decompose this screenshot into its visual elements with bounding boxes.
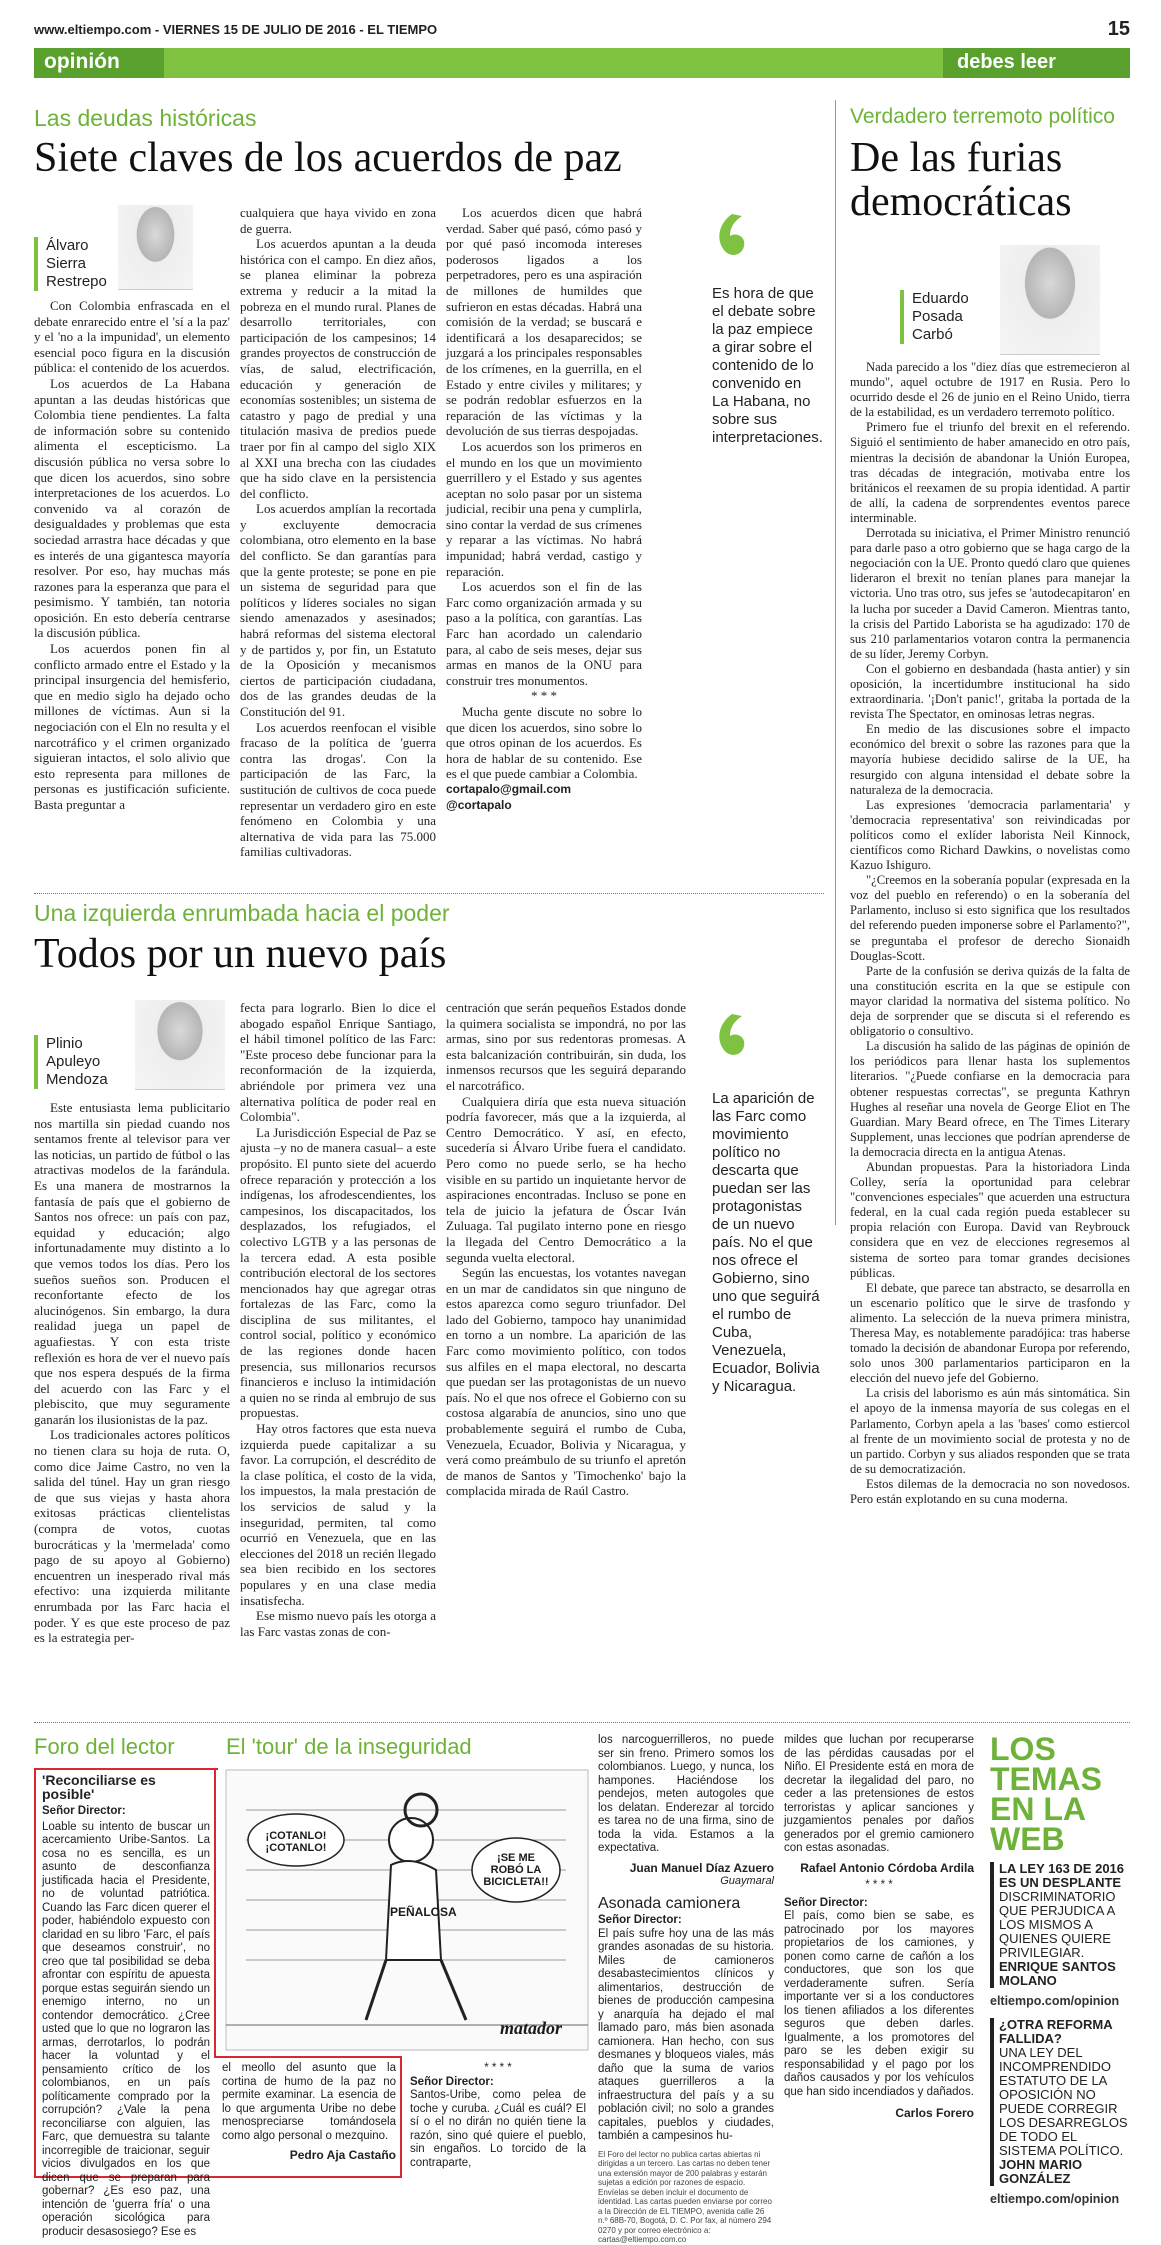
letters-mid [598, 1734, 774, 2244]
paragraph: fecta para lograrlo. Bien lo dice el abogado español Enrique Santiago, el hábil timonel político de las Farc: "Este proceso debe funcionar para la reconformación de la izquierda, abriéndole por primera vez una alternativa política de poder real en Colombia". [240, 1000, 436, 1125]
a2-author-line: Apuleyo [46, 1053, 101, 1070]
foro-letter-end [222, 2062, 396, 2172]
paragraph: La crisis del laborismo es aún más sintomática. Sin el apoyo de la inmensa mayoría de sus colegas en el Parlamento, Corbyn apela a las 'bases' como estiercol al frente de un movimiento social de protesta y no de un partido. Corbyn y sus aliados responden que se trata de su democratización. [850, 1386, 1130, 1476]
paragraph: Los acuerdos dicen que habrá verdad. Saber qué pasó, cómo pasó y por qué pasó incomoda intereses poderosos ligados a los perpetradores, pero es una aspiración de millones de humildes que sufrieron en estas décadas. Habrá una comisión de la verdad; se buscará e identificará a los desaparecidos; se juzgará a los principales responsables de los crímenes, en la guerrilla, en el Estado y entre civiles y militares; y se podrán redoblar esfuerzos en la reparación de las víctimas y la devolución de sus tierras despojadas. [446, 205, 642, 439]
paragraph: Los acuerdos de La Habana apuntan a las deudas históricas que Colombia tiene pendientes. La falta de información sobre su contenido alimenta el escepticismo. La discusión pública no versa sobre lo que dicen los acuerdos, sino sobre interpretaciones de los acuerdos. Lo convenido va al corazón de desigualdades y problemas que esta sociedad arrastra hace décadas y que es interés de una gigantesca mayoría resolver. Por eso, hay muchas más razones para la esperanza que para el pesimismo. Y también, tan notoria oposición. En esto debería centrarse la discusión pública. [34, 375, 230, 641]
letter-title: Asonada camionera [598, 1894, 741, 1912]
a1-pullquote: Es hora de que el debate sobre la paz empiece a girar sobre el contenido de lo convenido en La Habana, no sobre sus interpretaciones. [712, 285, 823, 446]
a1-handle: @cortapalo [446, 797, 512, 812]
temas-heading-line: LOS [990, 1731, 1056, 1767]
paragraph: El debate, que parece tan abstracto, se desarrolla en un escenario político que le sirve de trasfondo y alimento. La selección de la nueva primera ministra, Theresa May, es notablemente paradójica: tras haberse tomado la decisión de abandonar Europa por referendo, solo unos 300 parlamentarios participaron en la elección del nuevo jefe del Gobierno. [850, 1280, 1130, 1386]
tour-letter [410, 2062, 586, 2177]
a2-author [34, 1035, 124, 1089]
paragraph: Los acuerdos reenfocan el visible fracaso de la política de 'guerra contra las drogas'. Con la participación de las Farc, la sustitución de cultivos de coca puede representar un verdadero giro en este fenómeno en Colombia y una alternativa de vida para las 75.000 familias cultivadoras. [240, 719, 436, 860]
a1-title: Siete claves de los acuerdos de paz [34, 135, 622, 181]
column-divider [835, 100, 836, 1225]
paragraph: La Jurisdicción Especial de Paz se ajusta –y no de manera casual– a este propósito. El punto siete del acuerdo ofrece reparación y protección a los indígenas, los afrodescendientes, los campesinos, los discapacitados, los desplazados, los refugiados, el colectivo LGTB y a las personas de la tercera edad. A esta posible contribución electoral de los sectores mencionados hay que agregar otras fortalezas de las Farc, como la disciplina de sus militantes, el control social, político y económico de las regiones donde hacen presencia, sus millonarios recursos financieros e incluso la intimidación a quien no se rinda al embrujo de sus propuestas. [240, 1124, 436, 1421]
section-label: opinión [34, 48, 164, 78]
letter-signature: Juan Manuel Díaz Azuero [629, 1860, 774, 1875]
cartoon-bubble-left: ¡COTANLO! ¡COTANLO! [265, 1830, 327, 1854]
letters-footnote: El Foro del lector no publica cartas abiertas ni dirigidas a un tercero. Las cartas no deben tener una extensión mayor de 200 palabras y estarán sujetas a edición por razones de espacio. Envíelas se deben incluir el documento de identidad. Las cartas pueden enviarse por correo a la Dirección de EL TIEMPO, avenida calle 26 n.º 68B-70, Bogotá, D. C. Por fax, al número 294 0270 y por correo electrónico a: cartas@eltiempo.com.co [598, 2149, 772, 2244]
a2-pullquote: La aparición de las Farc como movimiento político no descarta que puedan ser las protagonistas de un nuevo país. No el que nos ofrece el Gobierno, sino uno que seguirá el rumbo de Cuba, Venezuela, Ecuador, Bolivia y Nicaragua. [712, 1090, 820, 1395]
a2-kicker: Una izquierda enrumbada hacia el poder [34, 900, 450, 926]
letter-salutation: Señor Director: [784, 1896, 868, 1909]
paragraph: Las expresiones 'democracia parlamentaria' y 'democracia representativa' son reivindicadas por políticos como el exlíder laborista Neil Kinnock, científicos como Richard Dawkins, o novelistas como Kazuo Ishiguro. [850, 797, 1130, 873]
temas-heading-line: WEB [990, 1821, 1065, 1857]
tour-title: El 'tour' de la inseguridad [226, 1734, 472, 1759]
a1-author-line: Álvaro [46, 237, 89, 254]
paragraph: "¿Creemos en la soberanía popular (expresada en la voz del pueblo en referendo) o en la soberanía del Parlamento, incluso si esto significa que los resultados del referendo pueden imponerse sobre el Parlamento?", se preguntaba el profesor de derecho Sionaidh Douglas-Scott. [850, 873, 1130, 963]
a3-author [900, 290, 990, 344]
a3-author-line: Carbó [912, 326, 953, 343]
a1-col3 [446, 205, 642, 895]
foro-letter-end-text: el meollo del asunto que la cortina de humo de la paz no permite examinar. La esencia de lo que argumenta Uribe no debe menospreciarse tomándosela como algo personal o mezquino. [222, 2062, 396, 2142]
paragraph: cualquiera que haya vivido en zona de guerra. [240, 205, 436, 236]
letter-place: Guaymaral [720, 1875, 774, 1887]
paragraph: Derrotada su iniciativa, el Primer Ministro renunció para darle paso a otro gobierno que se haga cargo de la negociación con la UE. Pronto quedó claro que quienes lideraron el brexit no tenían planes para manejar la victoria. Uno tras otro, sus jefes se 'autodecapitaron' en la lucha por suceder a David Cameron. Mientras tanto, la crisis del Partido Laborista se ha agudizado: 170 de sus 210 parlamentarios votaron contra la permanencia de su líder, Jeremy Corbyn. [850, 526, 1130, 661]
paragraph: Con Colombia enfrascada en el debate enrarecido entre el 'sí a la paz' y el 'no a la impunidad', un elemento esencial poco figura en la discusión pública: el contenido de los acuerdos. [34, 298, 230, 376]
a2-title: Todos por un nuevo país [34, 931, 447, 977]
quote-mark-icon [712, 1010, 752, 1062]
a2-author-photo [135, 1000, 225, 1090]
paragraph: Este entusiasta lema publicitario nos martilla sin piedad cuando nos sentamos frente al televisor para ver las noticias, un partido de fútbol o las atractivas modelos de la farándula. Es una manera de mostrarnos la fantasía de país que el gobierno de Santos nos ofrece: un país con paz, equidad y educación; algo infortunadamente muy distinto a lo que vemos todos los días. Pero los sueños sueños son. Producen el reconfortante efecto de los alucinógenos. Sin embargo, la dura realidad juega un papel de aguafiestas. Y con esta triste reflexión es hora de ver el nuevo país que nos espera después de la firma del acuerdo con las Farc y el plebiscito, que muy seguramente ganarán los ilusionistas de la paz. [34, 1100, 230, 1427]
temas-link[interactable]: eltiempo.com/opinion [990, 2192, 1120, 2206]
paragraph: Cualquiera diría que esta nueva situación podría favorecer, más que a la izquierda, al Centro Democrático. Y así, en efecto, sucedería si Álvaro Uribe fuera el candidato. Pero como no puede serlo, se ha hecho visible en su partido un inquietante hervor de aspiraciones encontradas. Incluso se pone en tela de juicio la jefatura de Óscar Iván Zuluaga. Tal pugilato interno pone en riesgo la llegada del Centro Democrático a la segunda vuelta electoral. [446, 1093, 686, 1265]
letter-text: los narcoguerrilleros, no puede ser sin freno. Primero somos los colombianos. Luego, y nunca, los hampones. Haciéndose los pendejos, meten autogoles que los delatan. Enderezar al torcido es tarea no de una firma, sino de toda la vida. Estamos a la expectativa. [598, 1734, 774, 1854]
a2-col1 [34, 1100, 230, 1715]
page-number: 15 [1107, 18, 1130, 40]
temas-item-author: ENRIQUE SANTOS MOLANO [999, 1959, 1116, 1988]
a3-body [850, 360, 1130, 1507]
cartoon-bubble-right: ¡SE ME ROBÓ LA BICICLETA!! [483, 1852, 549, 1888]
a1-kicker: Las deudas históricas [34, 105, 257, 131]
paragraph: Abundan propuestas. Para la historiadora Linda Colley, sería la oportunidad para celebrar "convenciones especiales" que acuerden una estructura federal, en la cual cada región pueda establecer su propia relación con Europa. David van Reybrouck considera que en vez de elecciones regresemos al sistema de sorteo para tomar grandes decisiones públicas. [850, 1159, 1130, 1280]
paragraph: La discusión ha salido de las páginas de opinión de los periódicos para llenar hasta los suplementos literarios. "¿Puede confiarse en la democracia para obtener respuestas correctas", se pregunta Kathryn Hughes al reseñar una novela de George Eliot en The Guardian. Mary Beard ofrece, en The Times Literary Supplement, unas lecciones que podrían aprenderse de la democracia directa en la antigua Atenas. [850, 1039, 1130, 1159]
paragraph: centración que serán pequeños Estados donde la quimera socialista se impondrá, no por las armas, sino por sus redentoras promesas. A esta balcanización contribuirán, sin duda, los inmensos recursos que les seguirá deparando el narcotráfico. [446, 1000, 686, 1093]
temas-item-headline: LA LEY 163 DE 2016 ES UN DESPLANTE [999, 1861, 1125, 1890]
foro-letter [42, 1772, 210, 2238]
temas-heading-line: EN LA [990, 1791, 1086, 1827]
tour-salutation: Señor Director: [410, 2075, 494, 2088]
foro-signature: Pedro Aja Castaño [289, 2148, 396, 2162]
a1-author-line: Restrepo [46, 273, 107, 290]
a2-author-line: Mendoza [46, 1071, 108, 1088]
paragraph: Los acuerdos son los primeros en el mundo en los que un movimiento guerrillero y el Estado y sus agentes aceptan no solo pasar por un sistema judicial, recibir una pena y cumplirla, sino contar la verdad de sus crímenes y reparar a las víctimas. No habrá impunidad; habrá verdad, castigo y reparación. [446, 438, 642, 579]
paragraph: En medio de las discusiones sobre el impacto económico del brexit o sobre las razones para que la mayoría hubiese decidido salirse de la UE, ha resurgido con alguna intensidad el debate sobre la naturaleza de la democracia. [850, 722, 1130, 797]
letter-text: El país, como bien se sabe, es patrocinado por los mayores propietarios de los camiones, y ponen como carne de cañón a los conductores, que son los que verdaderamente sufren. Sería importante ver si a los conductores los tienen afiliados a los diferentes seguros que deben darles. Igualmente, a los promotores del paro se les deben exigir su responsabilidad y el pago por los daños causados y por los vehículos que han sido incendiados y dañados. [784, 1910, 974, 2098]
paragraph: Los acuerdos amplían la recortada y excluyente democracia colombiana, otro elemento en la base del conflicto. Se dan garantías para que la gente proteste; se pone en pie un sistema de seguridad para que políticos y líderes sociales no sigan siendo amenazados y asesinados; habrá reformas del sistema electoral y de partidos y, por fin, un Estatuto de la Oposición y mecanismos ciertos de participación ciudadana, dos de las grandes deudas de la Constitución del 91. [240, 501, 436, 719]
article-divider [34, 893, 824, 894]
letters-right [784, 1734, 974, 2179]
cartoon-jersey-label: PEÑALOSA [390, 1905, 457, 1919]
paragraph: Según las encuestas, los votantes navegan en un mar de candidatos sin que ninguno de estos aparezca como seguro triunfador. Del lado del Gobierno, tampoco hay unanimidad en torno a un nombre. La aparición de las Farc como movimiento político, con todos sus alfiles en el mapa electoral, no descarta que puedan ser las protagonistas de un nuevo país. No el que nos ofrece el Gobierno con su costosa algarabía de anuncios, sino uno que probablemente seguirá el rumbo de Cuba, Venezuela, Ecuador, Bolivia y Nicaragua, y verá como preámbulo de su triunfo el apretón de manos de Santos y 'Timochenko' bajo la complacida mirada de Raúl Castro. [446, 1265, 686, 1499]
foro-letter-text: Loable su intento de buscar un acercamiento Uribe-Santos. La cosa no es sencilla, es un asunto de desconfianza justificada hacia el Presidente, no de voluntad patriótica. Cuando las Farc dicen querer el poder, habiéndolo expuesto con claridad en su libro 'Farc, el país que deseamos construir', no creo que tal posibilidad se deba afrontar con espíritu de apuesta porque estas seguirán siendo un enemigo interno, no un contendor democrático. ¿Cree usted que lo que no lograron las armas, derrotarlos, lo podrán hacer la voluntad y el pensamiento crítico de los colombianos, en un país políticamente comprado por la corrupción? ¿Vale la pena reconciliarse con alguien, las Farc, que demuestra su talante incorregible de traicionar, seguir vicios divulgados en los que dicen que se preparan para gobernar? ¿Es eso paz, una intención de 'guerra fría' o una operación sicológica para producir desasosiego? Ese es [42, 1820, 210, 2238]
separator-stars: * * * [531, 688, 557, 704]
paragraph: Los acuerdos son el fin de las Farc como organización armada y su paso a la política, con garantías. Las Farc han acordado un calendario para, al cabo de seis meses, dejar sus armas en manos de la ONU para construir tres monumentos. [446, 579, 642, 688]
a1-col1 [34, 298, 230, 898]
a3-author-photo [1000, 245, 1100, 355]
separator-stars: * * * * [484, 2062, 512, 2074]
page-header [34, 18, 1130, 42]
letter-text: El país sufre hoy una de las más grandes asonadas de su historia. Miles de camioneros desabastecimientos clínicos y alimentarios, destrucción de bienes de producción campesina y anarquía ha dejado el mal llamado paro, más bien asonada camionera. Han hecho, con sus desmanes y bloqueos viales, más daño que la suma de varios ataques guerrilleros a la infraestructura del país y a su población civil; no solo a grandes capitales, pueblos y ciudades, también a campesinos hu- [598, 1927, 774, 2142]
paragraph: Ese mismo nuevo país les otorga a las Farc vastas zonas de con- [240, 1608, 436, 1639]
paragraph: Nada parecido a los "diez días que estremecieron al mundo", aquel octubre de 1917 en Rusia. Pero lo ocurrido desde el 26 de junio en el Reino Unido, tierra de la estabilidad, es un verdadero terremoto político. [850, 360, 1130, 420]
letter-signature: Carlos Forero [895, 2106, 974, 2120]
letter-signature: Rafael Antonio Córdoba Ardila [800, 1860, 974, 1875]
section-label-right: debes leer [943, 48, 1130, 78]
temas-item-headline: ¿OTRA REFORMA FALLIDA? [999, 2017, 1113, 2046]
foro-title: Foro del lector [34, 1734, 175, 1759]
a1-author-line: Sierra [46, 255, 87, 272]
separator-stars: * * * * [865, 1879, 893, 1891]
a3-author-line: Eduardo [912, 290, 969, 307]
quote-mark-icon [712, 210, 752, 262]
foro-letter-title: 'Reconciliarse es posible' [42, 1772, 156, 1802]
temas-item-text: UNA LEY DEL INCOMPRENDIDO ESTATUTO DE LA OPOSICIÓN NO PUEDE CORREGIR LOS DESARREGLOS DE TODO EL SISTEMA POLÍTICO. [999, 2045, 1128, 2158]
paragraph: Los acuerdos ponen fin al conflicto armado entre el Estado y la principal insurgencia del hemisferio, que en medio siglo ha dejado ocho millones de víctimas. Aun si la negociación con el Eln no resulta y el narcotráfico y el crimen organizado siguieran intactos, el solo alivio que esto representa para millones de personas es justificación suficiente. Basta preguntar a [34, 641, 230, 812]
a2-author-line: Plinio [46, 1035, 83, 1052]
paragraph: Los acuerdos apuntan a la deuda histórica con el campo. En diez años, se planea eliminar la pobreza extrema y reducir a la mitad la pobreza en el mundo rural. Planes de desarrollo territoriales, con participación de los campesinos; 14 grandes proyectos de construcción de vías, de salud, electrificación, educación y generación de economías sostenibles; un sistema de catastro y pago de predial y una titulación masiva de predios puede traer por fin al campo del siglo XIX al XXI una brecha con las ciudades que ha sido clave en la persistencia del conflicto. [240, 236, 436, 501]
paragraph: Hay otros factores que esta nueva izquierda puede capitalizar a su favor. La corrupción, el descrédito de la clase política, el costo de la vida, los impuestos, la mala prestación de los servicios de salud y la inseguridad, permiten, tal como ocurrió en Venezuela, que en las elecciones del 2018 un recién llegado sea bien recibido en los sectores populares y en una clase media insatisfecha. [240, 1421, 436, 1608]
temas-heading-line: TEMAS [990, 1761, 1102, 1797]
letter-text: mildes que luchan por recuperarse de las pérdidas causadas por el Niño. El Presidente está en mora de decretar la ilegalidad del paro, no ceder a las pretensiones de estos terroristas y aplicar sanciones y juzgamientos penales por daños generados por el gremio camionero con estas asonadas. [784, 1734, 974, 1854]
a1-author [34, 237, 124, 291]
a3-title: De las furias democráticas [850, 135, 1072, 225]
a1-author-photo [118, 205, 193, 290]
paragraph: Mucha gente discute no sobre lo que dicen los acuerdos, sino sobre lo que otros opinan de los acuerdos. Es hora de hablar de su contenido. Ese es el que puede cambiar a Colombia. [446, 704, 642, 782]
temas-sidebar [990, 1731, 1130, 2206]
foro-salutation: Señor Director: [42, 1805, 126, 1817]
a3-kicker: Verdadero terremoto político [850, 105, 1115, 128]
a3-author-line: Posada [912, 308, 963, 325]
temas-link[interactable]: eltiempo.com/opinion [990, 1994, 1120, 2008]
temas-item-text: DISCRIMINATORIO QUE PERJUDICA A LOS MISMOS A QUIENES QUIERE PRIVILEGIAR. [999, 1889, 1116, 1960]
a1-col2 [240, 205, 436, 895]
letter-salutation: Señor Director: [598, 1914, 682, 1926]
tour-letter-text: Santos-Uribe, como pelea de toche y curuba. ¿Cuál es cuál? El sí o el no dirán no quién tiene la razón, sino qué quiere el pueblo, sin engaños. Lo torcido de la contraparte, [410, 2089, 586, 2169]
cartoon-signature: matador [500, 2018, 563, 2038]
foro-highlight-inner [214, 1768, 216, 2058]
temas-item-author: JOHN MARIO GONZÁLEZ [999, 2157, 1083, 2186]
a1-email: cortapalo@gmail.com [446, 781, 572, 796]
a2-col3 [446, 1000, 686, 1715]
paragraph: Estos dilemas de la democracia no son novedosos. Pero están explotando en su cuna moderna. [850, 1476, 1130, 1507]
paragraph: Parte de la confusión se deriva quizás de la falta de una constitución escrita en la que se estipule con mayor claridad la normativa del sistema político. No deja de sorprender que se discuta si el referendo es obligatorio o consultivo. [850, 963, 1130, 1039]
paragraph: Los tradicionales actores políticos no tienen clara su hoja de ruta. O, como dice Jaime Castro, no ven la salida del túnel. Hay un gran riesgo de que sus viejas y hasta ahora exitosas prácticas clientelistas (compra de votos, cuotas burocráticas y la 'mermelada' como pago de su apoyo al Gobierno) encuentren un inesperado rival más efectivo: una izquierda militante enrumbada por las Farc hacia el poder. Y es que este proceso de paz es la estrategia per- [34, 1427, 230, 1646]
paragraph: Primero fue el triunfo del brexit en el referendo. Siguió el sentimiento de haber amanecido en otro país, mientras la decisión de abandonar la Unión Europea, tras décadas de integración, motivaba entre los británicos el reexamen de su propia identidad. A partir de allí, la cadena de sorprendentes eventos parece interminable. [850, 420, 1130, 525]
bottom-divider [34, 1722, 1130, 1723]
a2-col2 [240, 1000, 436, 1715]
paragraph: Con el gobierno en desbandada (hasta antier) y sin oposición, la incertidumbre institucional ha sido extraordinaria. '¡Don't panic!', gritaba la portada de la revista The Spectator, en ominosas letras negras. [850, 661, 1130, 722]
header-dateline: www.eltiempo.com - VIERNES 15 DE JULIO DE 2016 - EL TIEMPO [34, 22, 438, 37]
foro-highlight-left [34, 1768, 36, 2178]
